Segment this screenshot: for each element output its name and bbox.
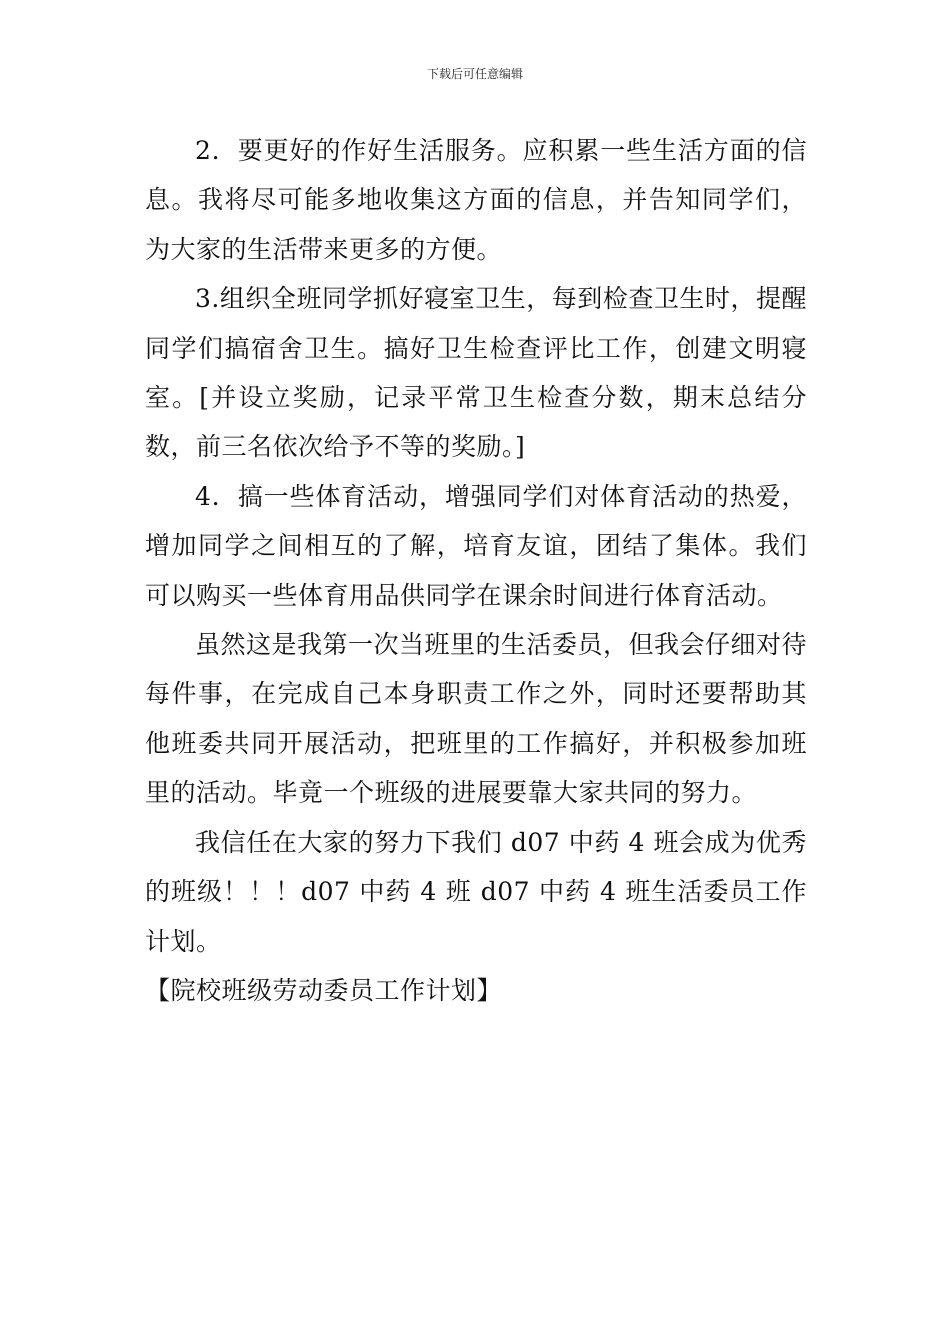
document-body — [145, 126, 807, 1015]
paragraph-item-3: 3.组织全班同学抓好寝室卫生，每到检查卫生时，提醒同学们搞宿舍卫生。搞好卫生检查评比工作，创建文明寝室。[并设立奖励，记录平常卫生检查分数，期末总结分数，前三名依次给予不等的奖励。] — [145, 284, 807, 462]
paragraph-item-2: 2．要更好的作好生活服务。应积累一些生活方面的信息。我将尽可能多地收集这方面的信息，并告知同学们，为大家的生活带来更多的方便。 — [145, 136, 807, 264]
footer-heading: 【院校班级劳动委员工作计划】 — [145, 975, 503, 1005]
paragraph-commitment: 虽然这是我第一次当班里的生活委员，但我会仔细对待每件事，在完成自己本身职责工作之外，同时还要帮助其他班委共同开展活动，把班里的工作搞好，并积极参加班里的活动。毕竟一个班级的进展要靠大家共同的努力。 — [145, 630, 808, 808]
paragraph-closing: 我信任在大家的努力下我们 d07 中药 4 班会成为优秀的班级！！！d07 中药 4 班 d07 中药 4 班生活委员工作计划。 — [145, 827, 807, 956]
page-header: 下载后可任意编辑 — [426, 67, 523, 81]
paragraph-item-4: 4．搞一些体育活动，增强同学们对体育活动的热爱，增加同学之间相互的了解，培育友谊，团结了集体。我们可以购买一些体育用品供同学在课余时间进行体育活动。 — [145, 481, 807, 610]
